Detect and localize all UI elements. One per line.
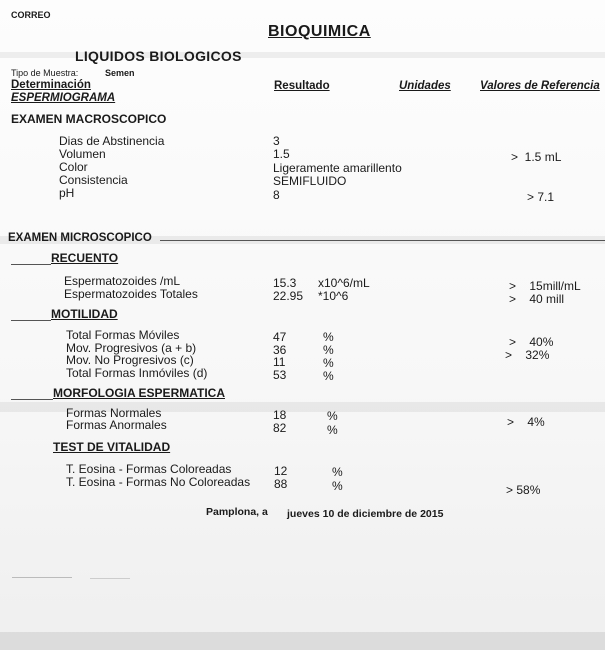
subsection-motilidad: MOTILIDAD (51, 307, 118, 321)
row-unit: % (327, 409, 338, 423)
footer-date: jueves 10 de diciembre de 2015 (287, 508, 444, 520)
column-referencia: Valores de Referencia (480, 80, 600, 92)
column-unidades: Unidades (399, 80, 451, 92)
footer-place: Pamplona, a (206, 506, 268, 518)
divider-line (11, 264, 51, 265)
subsection-recuento: RECUENTO (51, 251, 119, 265)
subsection-vitalidad: TEST DE VITALIDAD (53, 440, 171, 454)
section-microscopico: EXAMEN MICROSCOPICO (8, 232, 152, 244)
row-unit: % (332, 479, 343, 493)
row-unit: *10^6 (318, 289, 349, 303)
row-value: 47 (273, 330, 287, 344)
row-value: 53 (273, 368, 287, 382)
row-value: 18 (273, 408, 287, 422)
row-label: Espermatozoides /mL (64, 274, 181, 288)
row-value: 3 (273, 134, 280, 148)
row-value: 82 (273, 421, 287, 435)
row-value: 15.3 (273, 276, 297, 290)
sample-type-label: Tipo de Muestra: (11, 68, 79, 78)
row-label: Formas Normales (66, 406, 162, 420)
section-macroscopico: EXAMEN MACROSCOPICO (11, 112, 167, 126)
row-label: Mov. Progresivos (a + b) (66, 341, 197, 355)
row-value: 8 (273, 188, 280, 202)
row-label: Espermatozoides Totales (64, 287, 198, 301)
row-unit: % (332, 465, 343, 479)
row-value: 36 (273, 343, 287, 357)
divider-line (160, 240, 605, 241)
row-unit: % (323, 343, 334, 357)
row-unit: % (327, 423, 338, 437)
row-reference: > 15mill/mL (509, 279, 581, 293)
row-label: Consistencia (59, 173, 128, 187)
row-reference: > 58% (506, 483, 541, 497)
column-resultado: Resultado (274, 80, 330, 92)
row-value: 1.5 (273, 147, 290, 161)
fold-shadow-bottom (0, 632, 605, 650)
row-value: 12 (274, 464, 288, 478)
scan-artifact (12, 577, 72, 578)
row-label: Volumen (59, 147, 106, 161)
row-label: Mov. No Progresivos (c) (66, 353, 194, 367)
row-reference: > 1.5 mL (511, 150, 562, 164)
row-value: 88 (274, 477, 288, 491)
row-reference: > 7.1 (527, 190, 555, 204)
row-label: Dias de Abstinencia (59, 134, 165, 148)
report-subtitle: LIQUIDOS BIOLOGICOS (75, 48, 242, 64)
row-reference: > 4% (507, 415, 545, 429)
row-label: Total Formas Inmóviles (d) (66, 366, 208, 380)
divider-line (11, 320, 51, 321)
row-label: T. Eosina - Formas No Coloreadas (66, 475, 251, 489)
row-unit: % (323, 356, 334, 370)
row-label: Formas Anormales (66, 418, 167, 432)
row-unit: x10^6/mL (318, 276, 370, 290)
divider-line (11, 399, 53, 400)
row-reference: > 32% (505, 348, 550, 362)
row-value: SEMIFLUIDO (273, 174, 347, 188)
row-reference: > 40% (509, 335, 554, 349)
row-label: Color (59, 160, 88, 174)
row-label: Total Formas Móviles (66, 328, 180, 342)
column-espermiograma: ESPERMIOGRAMA (11, 92, 116, 104)
row-reference: > 40 mill (509, 292, 565, 306)
column-determinacion: Determinación (11, 79, 91, 91)
subsection-morfologia: MORFOLOGIA ESPERMATICA (53, 386, 225, 400)
row-value: 11 (273, 355, 286, 369)
report-title: BIOQUIMICA (268, 23, 371, 40)
row-label: pH (59, 186, 75, 200)
sample-type-value: Semen (105, 68, 135, 78)
scan-artifact (90, 578, 130, 579)
correo-label: CORREO (11, 10, 51, 20)
row-value: 22.95 (273, 289, 304, 303)
row-value: Ligeramente amarillento (273, 161, 402, 175)
row-label: T. Eosina - Formas Coloreadas (66, 462, 232, 476)
row-unit: % (323, 330, 334, 344)
row-unit: % (323, 369, 334, 383)
